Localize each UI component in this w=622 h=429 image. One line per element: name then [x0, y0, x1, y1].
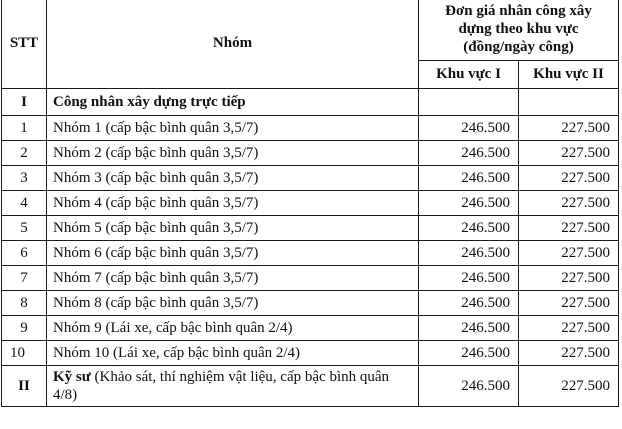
region2-value: 227.500	[519, 166, 619, 191]
table-row	[2, 166, 619, 191]
region2-value: 227.500	[519, 116, 619, 141]
region2-value: 227.500	[519, 316, 619, 341]
region1-value: 246.500	[419, 191, 519, 216]
engineer-title-bold: Kỹ sư	[53, 369, 91, 385]
table-row	[2, 266, 619, 291]
group-name-cell: Nhóm 7 (cấp bậc bình quân 3,5/7)	[47, 266, 419, 291]
group-name-cell: Nhóm 1 (cấp bậc bình quân 3,5/7)	[47, 116, 419, 141]
table-row	[2, 191, 619, 216]
group-name-cell: Nhóm 9 (Lái xe, cấp bậc bình quân 2/4)	[47, 316, 419, 341]
region1-value: 246.500	[419, 216, 519, 241]
table-row	[2, 216, 619, 241]
empty-cell	[419, 89, 519, 116]
engineer-title-rest: (Khảo sát, thí nghiệm vật liệu, cấp bậc bình quân 4/8)	[53, 369, 390, 403]
region1-value: 246.500	[419, 341, 519, 366]
stt-cell: 9	[2, 316, 47, 341]
table-row	[2, 116, 619, 141]
group-name-cell: Nhóm 6 (cấp bậc bình quân 3,5/7)	[47, 241, 419, 266]
region2-value: 227.500	[519, 191, 619, 216]
empty-cell	[519, 89, 619, 116]
region2-value: 227.500	[519, 216, 619, 241]
region1-value: 246.500	[419, 366, 519, 407]
region2-value: 227.500	[519, 366, 619, 407]
engineer-title	[47, 366, 419, 407]
stt-cell: 3	[2, 166, 47, 191]
table-row	[2, 291, 619, 316]
section-title: Công nhân xây dựng trực tiếp	[47, 89, 419, 116]
region2-value: 227.500	[519, 241, 619, 266]
group-name-cell: Nhóm 5 (cấp bậc bình quân 3,5/7)	[47, 216, 419, 241]
stt-cell: 10	[2, 341, 47, 366]
group-name-cell: Nhóm 2 (cấp bậc bình quân 3,5/7)	[47, 141, 419, 166]
region1-value: 246.500	[419, 241, 519, 266]
stt-cell: 1	[2, 116, 47, 141]
region1-header: Khu vực I	[419, 61, 519, 89]
region2-value: 227.500	[519, 141, 619, 166]
table-row	[2, 141, 619, 166]
section-number: II	[2, 366, 47, 407]
stt-cell: 2	[2, 141, 47, 166]
region2-value: 227.500	[519, 341, 619, 366]
price-header: Đơn giá nhân công xây dựng theo khu vực (đồng/ngày công)	[419, 0, 619, 61]
region2-value: 227.500	[519, 291, 619, 316]
group-name-cell: Nhóm 4 (cấp bậc bình quân 3,5/7)	[47, 191, 419, 216]
header-row	[2, 0, 619, 61]
labor-price-table	[1, 0, 619, 407]
stt-cell: 8	[2, 291, 47, 316]
section-row	[2, 89, 619, 116]
region2-value: 227.500	[519, 266, 619, 291]
engineer-row	[2, 366, 619, 407]
stt-cell: 4	[2, 191, 47, 216]
table-row	[2, 241, 619, 266]
region1-value: 246.500	[419, 166, 519, 191]
table-row	[2, 316, 619, 341]
stt-cell: 6	[2, 241, 47, 266]
group-name-cell: Nhóm 10 (Lái xe, cấp bậc bình quân 2/4)	[47, 341, 419, 366]
section-number: I	[2, 89, 47, 116]
region1-value: 246.500	[419, 316, 519, 341]
group-name-cell: Nhóm 8 (cấp bậc bình quân 3,5/7)	[47, 291, 419, 316]
group-name-cell: Nhóm 3 (cấp bậc bình quân 3,5/7)	[47, 166, 419, 191]
region2-header: Khu vực II	[519, 61, 619, 89]
region1-value: 246.500	[419, 141, 519, 166]
region1-value: 246.500	[419, 291, 519, 316]
table-row	[2, 341, 619, 366]
region1-value: 246.500	[419, 266, 519, 291]
region1-value: 246.500	[419, 116, 519, 141]
stt-cell: 5	[2, 216, 47, 241]
group-header: Nhóm	[47, 0, 419, 89]
stt-cell: 7	[2, 266, 47, 291]
stt-header: STT	[2, 0, 47, 89]
